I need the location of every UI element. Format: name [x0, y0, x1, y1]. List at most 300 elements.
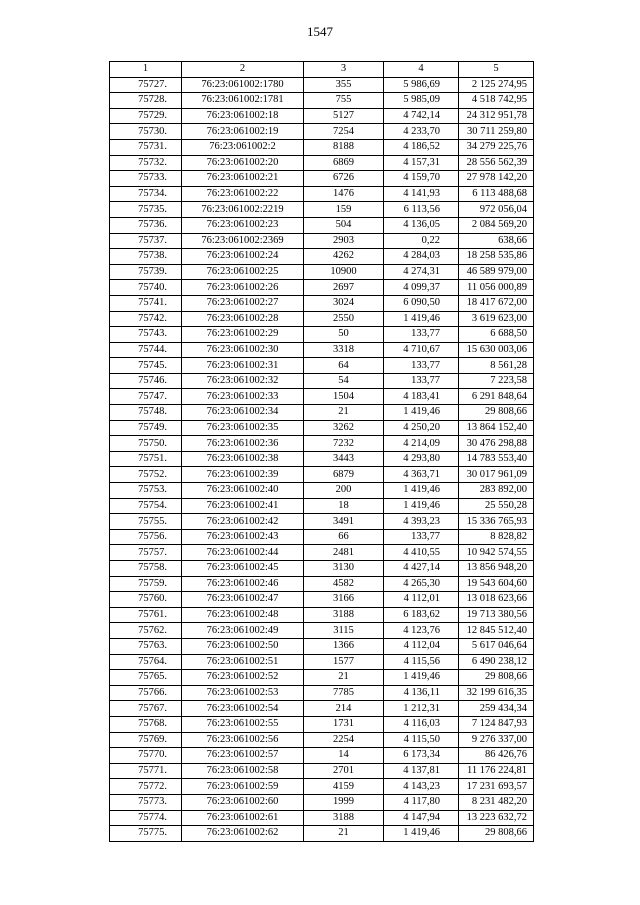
rate-cell: 6 173,34 [384, 748, 459, 764]
value-cell: 11 176 224,81 [459, 763, 534, 779]
cadastral-number-cell: 76:23:061002:39 [182, 467, 304, 483]
area-cell: 10900 [304, 264, 384, 280]
rate-cell: 4 136,11 [384, 685, 459, 701]
area-cell: 1731 [304, 716, 384, 732]
cadastral-number-cell: 76:23:061002:38 [182, 451, 304, 467]
row-number-cell: 75739. [110, 264, 182, 280]
table-row [110, 93, 534, 109]
table-row [110, 607, 534, 623]
rate-cell: 1 419,46 [384, 826, 459, 842]
rate-cell: 4 214,09 [384, 436, 459, 452]
table-row [110, 467, 534, 483]
area-cell: 1366 [304, 638, 384, 654]
value-cell: 13 864 152,40 [459, 420, 534, 436]
area-cell: 21 [304, 826, 384, 842]
table-row [110, 529, 534, 545]
row-number-cell: 75742. [110, 311, 182, 327]
rate-cell: 4 265,30 [384, 576, 459, 592]
value-cell: 7 124 847,93 [459, 716, 534, 732]
cadastral-number-cell: 76:23:061002:22 [182, 186, 304, 202]
row-number-cell: 75773. [110, 794, 182, 810]
rate-cell: 4 742,14 [384, 108, 459, 124]
area-cell: 755 [304, 93, 384, 109]
cadastral-number-cell: 76:23:061002:34 [182, 405, 304, 421]
value-cell: 14 783 553,40 [459, 451, 534, 467]
area-cell: 2903 [304, 233, 384, 249]
value-cell: 46 589 979,00 [459, 264, 534, 280]
row-number-cell: 75761. [110, 607, 182, 623]
area-cell: 355 [304, 77, 384, 93]
value-cell: 15 630 003,06 [459, 342, 534, 358]
rate-cell: 4 159,70 [384, 171, 459, 187]
value-cell: 7 223,58 [459, 373, 534, 389]
area-cell: 6879 [304, 467, 384, 483]
rate-cell: 4 115,50 [384, 732, 459, 748]
area-cell: 54 [304, 373, 384, 389]
cadastral-number-cell: 76:23:061002:35 [182, 420, 304, 436]
rate-cell: 4 363,71 [384, 467, 459, 483]
table-row [110, 483, 534, 499]
column-header: 3 [304, 62, 384, 78]
row-number-cell: 75759. [110, 576, 182, 592]
rate-cell: 1 419,46 [384, 311, 459, 327]
area-cell: 1577 [304, 654, 384, 670]
cadastral-number-cell: 76:23:061002:32 [182, 373, 304, 389]
table-row [110, 249, 534, 265]
table-row [110, 638, 534, 654]
row-number-cell: 75729. [110, 108, 182, 124]
data-table [109, 61, 534, 842]
rate-cell: 4 136,05 [384, 217, 459, 233]
cadastral-number-cell: 76:23:061002:26 [182, 280, 304, 296]
rate-cell: 4 137,81 [384, 763, 459, 779]
table-row [110, 420, 534, 436]
cadastral-number-cell: 76:23:061002:55 [182, 716, 304, 732]
area-cell: 3166 [304, 592, 384, 608]
row-number-cell: 75746. [110, 373, 182, 389]
row-number-cell: 75769. [110, 732, 182, 748]
value-cell: 30 476 298,88 [459, 436, 534, 452]
cadastral-number-cell: 76:23:061002:61 [182, 810, 304, 826]
rate-cell: 1 419,46 [384, 405, 459, 421]
value-cell: 13 018 623,66 [459, 592, 534, 608]
cadastral-number-cell: 76:23:061002:44 [182, 545, 304, 561]
value-cell: 13 856 948,20 [459, 561, 534, 577]
value-cell: 29 808,66 [459, 670, 534, 686]
cadastral-number-cell: 76:23:061002:41 [182, 498, 304, 514]
row-number-cell: 75758. [110, 561, 182, 577]
table-row [110, 295, 534, 311]
cadastral-number-cell: 76:23:061002:60 [182, 794, 304, 810]
value-cell: 24 312 951,78 [459, 108, 534, 124]
table-row [110, 451, 534, 467]
row-number-cell: 75754. [110, 498, 182, 514]
value-cell: 9 276 337,00 [459, 732, 534, 748]
rate-cell: 4 147,94 [384, 810, 459, 826]
rate-cell: 4 117,80 [384, 794, 459, 810]
table-row [110, 794, 534, 810]
cadastral-number-cell: 76:23:061002:30 [182, 342, 304, 358]
cadastral-number-cell: 76:23:061002:48 [182, 607, 304, 623]
table-row [110, 436, 534, 452]
table-row [110, 358, 534, 374]
cadastral-number-cell: 76:23:061002:23 [182, 217, 304, 233]
value-cell: 8 828,82 [459, 529, 534, 545]
area-cell: 504 [304, 217, 384, 233]
row-number-cell: 75760. [110, 592, 182, 608]
value-cell: 19 713 380,56 [459, 607, 534, 623]
rate-cell: 4 112,01 [384, 592, 459, 608]
row-number-cell: 75730. [110, 124, 182, 140]
table-row [110, 592, 534, 608]
row-number-cell: 75757. [110, 545, 182, 561]
table-row [110, 576, 534, 592]
value-cell: 972 056,04 [459, 202, 534, 218]
area-cell: 4582 [304, 576, 384, 592]
rate-cell: 1 419,46 [384, 483, 459, 499]
cadastral-number-cell: 76:23:061002:49 [182, 623, 304, 639]
rate-cell: 4 099,37 [384, 280, 459, 296]
area-cell: 214 [304, 701, 384, 717]
row-number-cell: 75728. [110, 93, 182, 109]
cadastral-number-cell: 76:23:061002:43 [182, 529, 304, 545]
area-cell: 18 [304, 498, 384, 514]
cadastral-number-cell: 76:23:061002:29 [182, 327, 304, 343]
table-row [110, 77, 534, 93]
area-cell: 200 [304, 483, 384, 499]
area-cell: 2481 [304, 545, 384, 561]
table-row [110, 342, 534, 358]
rate-cell: 133,77 [384, 358, 459, 374]
cadastral-number-cell: 76:23:061002:2369 [182, 233, 304, 249]
cadastral-number-cell: 76:23:061002:57 [182, 748, 304, 764]
cadastral-number-cell: 76:23:061002:45 [182, 561, 304, 577]
row-number-cell: 75732. [110, 155, 182, 171]
cadastral-number-cell: 76:23:061002:19 [182, 124, 304, 140]
row-number-cell: 75764. [110, 654, 182, 670]
rate-cell: 133,77 [384, 373, 459, 389]
cadastral-number-cell: 76:23:061002:54 [182, 701, 304, 717]
table-row [110, 826, 534, 842]
value-cell: 12 845 512,40 [459, 623, 534, 639]
area-cell: 3115 [304, 623, 384, 639]
value-cell: 18 417 672,00 [459, 295, 534, 311]
value-cell: 25 550,28 [459, 498, 534, 514]
area-cell: 2697 [304, 280, 384, 296]
cadastral-number-cell: 76:23:061002:40 [182, 483, 304, 499]
cadastral-number-cell: 76:23:061002:59 [182, 779, 304, 795]
value-cell: 32 199 616,35 [459, 685, 534, 701]
area-cell: 3188 [304, 810, 384, 826]
table-row [110, 373, 534, 389]
cadastral-number-cell: 76:23:061002:51 [182, 654, 304, 670]
cadastral-number-cell: 76:23:061002:2219 [182, 202, 304, 218]
value-cell: 8 561,28 [459, 358, 534, 374]
rate-cell: 4 186,52 [384, 139, 459, 155]
value-cell: 6 113 488,68 [459, 186, 534, 202]
area-cell: 3024 [304, 295, 384, 311]
value-cell: 28 556 562,39 [459, 155, 534, 171]
table-row [110, 748, 534, 764]
table-row [110, 217, 534, 233]
rate-cell: 4 274,31 [384, 264, 459, 280]
rate-cell: 133,77 [384, 327, 459, 343]
row-number-cell: 75751. [110, 451, 182, 467]
rate-cell: 4 293,80 [384, 451, 459, 467]
area-cell: 21 [304, 405, 384, 421]
cadastral-number-cell: 76:23:061002:2 [182, 139, 304, 155]
value-cell: 2 084 569,20 [459, 217, 534, 233]
row-number-cell: 75731. [110, 139, 182, 155]
table-row [110, 264, 534, 280]
table-row [110, 701, 534, 717]
row-number-cell: 75771. [110, 763, 182, 779]
cadastral-number-cell: 76:23:061002:58 [182, 763, 304, 779]
page-number: 1547 [307, 24, 333, 39]
row-number-cell: 75748. [110, 405, 182, 421]
rate-cell: 4 183,41 [384, 389, 459, 405]
table-row [110, 654, 534, 670]
table-row [110, 779, 534, 795]
row-number-cell: 75753. [110, 483, 182, 499]
table-row [110, 405, 534, 421]
value-cell: 638,66 [459, 233, 534, 249]
cadastral-number-cell: 76:23:061002:47 [182, 592, 304, 608]
rate-cell: 4 112,04 [384, 638, 459, 654]
area-cell: 5127 [304, 108, 384, 124]
cadastral-number-cell: 76:23:061002:52 [182, 670, 304, 686]
table-row [110, 389, 534, 405]
rate-cell: 6 183,62 [384, 607, 459, 623]
area-cell: 4262 [304, 249, 384, 265]
table-row [110, 498, 534, 514]
rate-cell: 4 116,03 [384, 716, 459, 732]
area-cell: 21 [304, 670, 384, 686]
row-number-cell: 75762. [110, 623, 182, 639]
rate-cell: 4 141,93 [384, 186, 459, 202]
table-row [110, 202, 534, 218]
table-row [110, 561, 534, 577]
area-cell: 7232 [304, 436, 384, 452]
row-number-cell: 75772. [110, 779, 182, 795]
area-cell: 8188 [304, 139, 384, 155]
row-number-cell: 75741. [110, 295, 182, 311]
area-cell: 6726 [304, 171, 384, 187]
value-cell: 4 518 742,95 [459, 93, 534, 109]
table-row [110, 810, 534, 826]
area-cell: 2254 [304, 732, 384, 748]
row-number-cell: 75727. [110, 77, 182, 93]
area-cell: 3188 [304, 607, 384, 623]
area-cell: 14 [304, 748, 384, 764]
area-cell: 1504 [304, 389, 384, 405]
column-header: 2 [182, 62, 304, 78]
cadastral-number-cell: 76:23:061002:18 [182, 108, 304, 124]
value-cell: 5 617 046,64 [459, 638, 534, 654]
area-cell: 6869 [304, 155, 384, 171]
rate-cell: 4 115,56 [384, 654, 459, 670]
rate-cell: 4 427,14 [384, 561, 459, 577]
row-number-cell: 75733. [110, 171, 182, 187]
row-number-cell: 75775. [110, 826, 182, 842]
row-number-cell: 75774. [110, 810, 182, 826]
cadastral-number-cell: 76:23:061002:31 [182, 358, 304, 374]
table-row [110, 155, 534, 171]
rate-cell: 0,22 [384, 233, 459, 249]
cadastral-number-cell: 76:23:061002:50 [182, 638, 304, 654]
row-number-cell: 75740. [110, 280, 182, 296]
rate-cell: 4 710,67 [384, 342, 459, 358]
cadastral-number-cell: 76:23:061002:21 [182, 171, 304, 187]
rate-cell: 4 410,55 [384, 545, 459, 561]
cadastral-number-cell: 76:23:061002:20 [182, 155, 304, 171]
area-cell: 1476 [304, 186, 384, 202]
value-cell: 30 711 259,80 [459, 124, 534, 140]
cadastral-number-cell: 76:23:061002:62 [182, 826, 304, 842]
area-cell: 3130 [304, 561, 384, 577]
cadastral-number-cell: 76:23:061002:56 [182, 732, 304, 748]
area-cell: 3318 [304, 342, 384, 358]
table-row [110, 171, 534, 187]
cadastral-number-cell: 76:23:061002:25 [182, 264, 304, 280]
table-row [110, 670, 534, 686]
row-number-cell: 75735. [110, 202, 182, 218]
rate-cell: 1 419,46 [384, 498, 459, 514]
rate-cell: 6 090,50 [384, 295, 459, 311]
row-number-cell: 75737. [110, 233, 182, 249]
area-cell: 4159 [304, 779, 384, 795]
row-number-cell: 75744. [110, 342, 182, 358]
value-cell: 13 223 632,72 [459, 810, 534, 826]
area-cell: 3262 [304, 420, 384, 436]
row-number-cell: 75767. [110, 701, 182, 717]
area-cell: 3443 [304, 451, 384, 467]
area-cell: 2701 [304, 763, 384, 779]
rate-cell: 4 233,70 [384, 124, 459, 140]
row-number-cell: 75765. [110, 670, 182, 686]
area-cell: 66 [304, 529, 384, 545]
rate-cell: 4 284,03 [384, 249, 459, 265]
value-cell: 3 619 623,00 [459, 311, 534, 327]
row-number-cell: 75745. [110, 358, 182, 374]
area-cell: 50 [304, 327, 384, 343]
table-row [110, 280, 534, 296]
value-cell: 283 892,00 [459, 483, 534, 499]
row-number-cell: 75738. [110, 249, 182, 265]
value-cell: 6 490 238,12 [459, 654, 534, 670]
value-cell: 29 808,66 [459, 405, 534, 421]
value-cell: 10 942 574,55 [459, 545, 534, 561]
value-cell: 15 336 765,93 [459, 514, 534, 530]
row-number-cell: 75747. [110, 389, 182, 405]
rate-cell: 4 393,23 [384, 514, 459, 530]
area-cell: 1999 [304, 794, 384, 810]
row-number-cell: 75750. [110, 436, 182, 452]
rate-cell: 1 419,46 [384, 670, 459, 686]
value-cell: 2 125 274,95 [459, 77, 534, 93]
row-number-cell: 75743. [110, 327, 182, 343]
cadastral-number-cell: 76:23:061002:36 [182, 436, 304, 452]
value-cell: 34 279 225,76 [459, 139, 534, 155]
value-cell: 259 434,34 [459, 701, 534, 717]
cadastral-number-cell: 76:23:061002:1780 [182, 77, 304, 93]
rate-cell: 5 985,09 [384, 93, 459, 109]
rate-cell: 133,77 [384, 529, 459, 545]
area-cell: 2550 [304, 311, 384, 327]
rate-cell: 4 143,23 [384, 779, 459, 795]
rate-cell: 5 986,69 [384, 77, 459, 93]
value-cell: 27 978 142,20 [459, 171, 534, 187]
table-row [110, 108, 534, 124]
value-cell: 30 017 961,09 [459, 467, 534, 483]
column-header: 5 [459, 62, 534, 78]
row-number-cell: 75768. [110, 716, 182, 732]
area-cell: 64 [304, 358, 384, 374]
area-cell: 7254 [304, 124, 384, 140]
table-row [110, 716, 534, 732]
table-header-row [110, 62, 534, 78]
value-cell: 11 056 000,89 [459, 280, 534, 296]
cadastral-number-cell: 76:23:061002:1781 [182, 93, 304, 109]
table-row [110, 186, 534, 202]
table-row [110, 327, 534, 343]
table-row [110, 311, 534, 327]
area-cell: 159 [304, 202, 384, 218]
value-cell: 86 426,76 [459, 748, 534, 764]
value-cell: 17 231 693,57 [459, 779, 534, 795]
column-header: 4 [384, 62, 459, 78]
rate-cell: 4 250,20 [384, 420, 459, 436]
table-row [110, 732, 534, 748]
value-cell: 19 543 604,60 [459, 576, 534, 592]
row-number-cell: 75752. [110, 467, 182, 483]
row-number-cell: 75766. [110, 685, 182, 701]
cadastral-number-cell: 76:23:061002:27 [182, 295, 304, 311]
table-row [110, 514, 534, 530]
area-cell: 7785 [304, 685, 384, 701]
area-cell: 3491 [304, 514, 384, 530]
value-cell: 18 258 535,86 [459, 249, 534, 265]
rate-cell: 6 113,56 [384, 202, 459, 218]
row-number-cell: 75756. [110, 529, 182, 545]
row-number-cell: 75770. [110, 748, 182, 764]
table-row [110, 685, 534, 701]
table-row [110, 124, 534, 140]
cadastral-number-cell: 76:23:061002:42 [182, 514, 304, 530]
value-cell: 8 231 482,20 [459, 794, 534, 810]
rate-cell: 1 212,31 [384, 701, 459, 717]
row-number-cell: 75755. [110, 514, 182, 530]
row-number-cell: 75734. [110, 186, 182, 202]
rate-cell: 4 123,76 [384, 623, 459, 639]
value-cell: 6 688,50 [459, 327, 534, 343]
cadastral-number-cell: 76:23:061002:33 [182, 389, 304, 405]
table-row [110, 545, 534, 561]
table-row [110, 233, 534, 249]
table-body [110, 77, 534, 841]
row-number-cell: 75749. [110, 420, 182, 436]
cadastral-number-cell: 76:23:061002:53 [182, 685, 304, 701]
table-row [110, 623, 534, 639]
row-number-cell: 75763. [110, 638, 182, 654]
cadastral-number-cell: 76:23:061002:46 [182, 576, 304, 592]
table-row [110, 763, 534, 779]
table-row [110, 139, 534, 155]
value-cell: 6 291 848,64 [459, 389, 534, 405]
cadastral-number-cell: 76:23:061002:28 [182, 311, 304, 327]
column-header: 1 [110, 62, 182, 78]
rate-cell: 4 157,31 [384, 155, 459, 171]
